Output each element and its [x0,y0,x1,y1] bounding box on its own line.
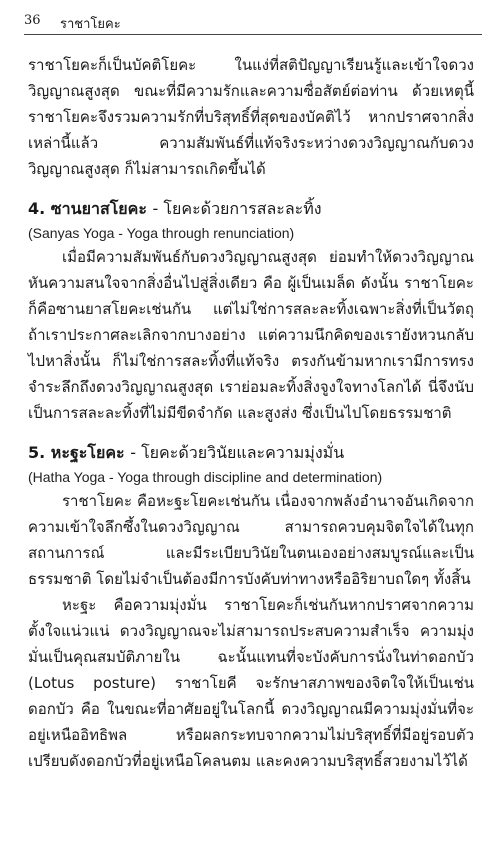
section-4-subtitle: - โยคะด้วยการสละละทิ้ง [152,199,322,218]
page-number: 36 [24,13,41,28]
intro-paragraph: ราชาโยคะก็เป็นบัคติโยคะ ในแง่ที่สติปัญญาเรียนรู้และเข้าใจดวงวิญญาณสูงสุด ขณะที่มีความรักและความซื่อสัตย์ต่อท่าน ด้วยเหตุนี้ ราชาโยคะจึงรวมความรักที่บริสุทธิ์ที่สุดของบัคติไว้ หากปราศจากสิ่งเหล่านี้แล้ว ความสัมพันธ์ที่แท้จริงระหว่างดวงวิญญาณกับดวงวิญญาณสูงสุด ก็ไม่สามารถเกิดขึ้นได้ [28,56,474,178]
section-5-subtitle: - โยคะด้วยวินัยและความมุ่งมั่น [130,443,345,462]
section-4-paragraph: เมื่อมีความสัมพันธ์กับดวงวิญญาณสูงสุด ย่อมทำให้ดวงวิญญาณหันความสนใจจากสิ่งอื่นไปสู่สิ่งเดียว คือ ผู้เป็นเมล็ด ดังนั้น ราชาโยคะก็คือซานยาสโยคะเช่นกัน แต่ไม่ใช่การสละละทิ้งเฉพาะสิ่งที่เป็นวัตถุ ถ้าเราประกาศละเลิกจากบางอย่าง แต่ความนึกคิดของเรายังหวนกลับไปหาสิ่งนั้น ก็ไม่ใช่การสละทิ้งที่แท้จริง ตรงกันข้ามหากเรามีการทรงจำระลึกถึงดวงวิญญาณสูงสุด เราย่อมละทิ้งสิ่งจูงใจทางโลกได้ นี่จึงนับเป็นการสละละทิ้งที่ไม่มีขีดจำกัด และสูงส่ง ซึ่งเป็นไปโดยธรรมชาติ [28,248,474,422]
running-title: ราชาโยคะ [60,17,121,32]
section-5-paragraph-2: หะฐะ คือความมุ่งมั่น ราชาโยคะก็เช่นกันหากปราศจากความตั้งใจแน่วแน่ ดวงวิญญาณจะไม่สามารถประสบความสำเร็จ ความมุ่งมั่นเป็นคุณสมบัติภายใน ฉะนั้นแทนที่จะบังคับการนั่งในท่าดอกบัว (Lotus posture) ราชาโยคี จะรักษาสภาพของจิตใจให้เป็นเช่นดอกบัว คือ ในขณะที่อาศัยอยู่ในโลกนี้ ดวงวิญญาณมีความมุ่งมั่นที่จะอยู่เหนืออิทธิพล หรือผลกระทบจากความไม่บริสุทธิ์ที่มีอยู่รอบตัว เปรียบดังดอกบัวที่อยู่เหนือโคลนตม และคงความบริสุทธิ์สวยงามไว้ได้ [28,596,474,770]
section-5-title: หะฐะโยคะ [50,443,125,462]
section-4-number: 4. [28,199,46,218]
section-4-title: ซานยาสโยคะ [50,199,147,218]
page-header [24,12,482,35]
section-4-heading [28,196,474,222]
section-5-heading [28,440,474,466]
section-4-english-title: (Sanyas Yoga - Yoga through renunciation) [28,225,295,241]
page-body [28,52,474,774]
section-5-paragraph-1: ราชาโยคะ คือหะฐะโยคะเช่นกัน เนื่องจากพลังอำนาจอันเกิดจากความเข้าใจลึกซึ้งในดวงวิญญาณ สามารถควบคุมจิตใจได้ในทุกสถานการณ์ และมีระเบียบวินัยในตนเองอย่างสมบูรณ์และเป็นธรรมชาติ โดยไม่จำเป็นต้องมีการบังคับท่าทางหรืออิริยาบถใดๆ ทั้งสิ้น [28,492,474,588]
section-5-english-title: (Hatha Yoga - Yoga through discipline and determination) [28,469,383,485]
section-5-number: 5. [28,443,46,462]
